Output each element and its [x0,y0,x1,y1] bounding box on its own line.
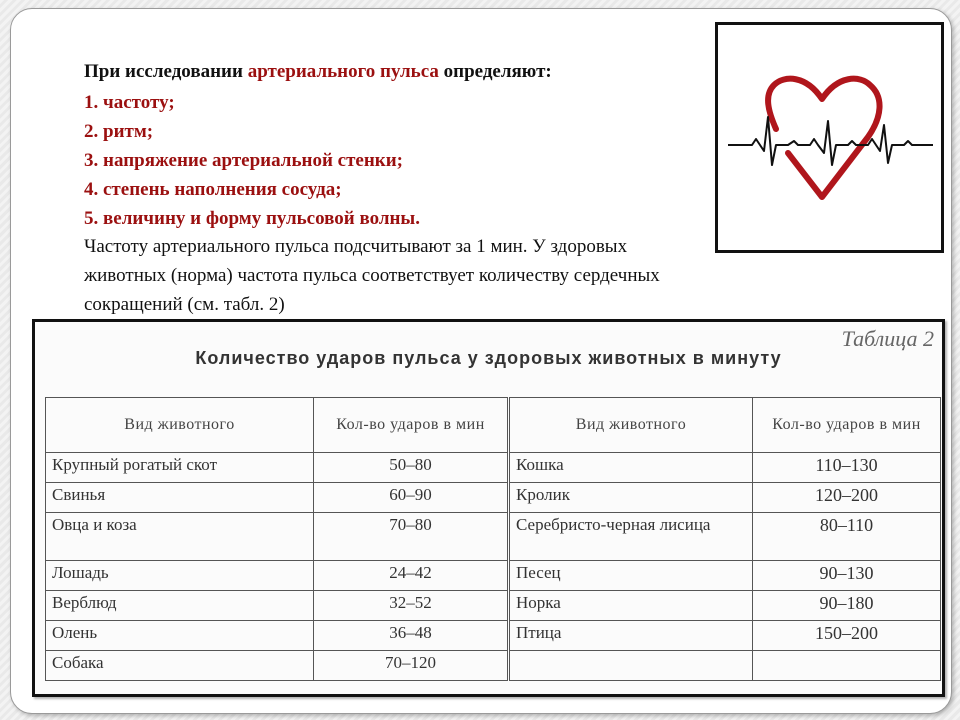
table-row [46,591,508,621]
animal-cell: Серебристо-черная лисица [510,513,753,561]
heart-image-frame [715,22,944,253]
animal-cell: Олень [46,621,314,651]
heading-highlight: артериального пульса [247,61,439,82]
table-row [510,621,941,651]
count-cell: 50–80 [314,453,508,483]
table-row [46,621,508,651]
heart-pulse-icon [718,25,941,250]
table-title: Количество ударов пульса у здоровых животных в минуту [195,348,782,368]
table-row [510,513,941,561]
list-item: 2. ритм; [84,121,154,142]
heading-prefix: При исследовании [84,61,248,82]
animal-cell: Свинья [46,483,314,513]
count-cell: 150–200 [753,621,941,651]
count-cell: 70–120 [314,651,508,681]
count-cell: 70–80 [314,513,508,561]
animal-cell [510,651,753,681]
table-row [46,651,508,681]
column-header-count: Кол-во ударов в мин [314,398,508,453]
animal-cell: Собака [46,651,314,681]
animal-cell: Крупный рогатый скот [46,453,314,483]
column-header-animal: Вид животного [510,398,753,453]
pulse-properties-list [84,88,420,233]
animal-cell: Песец [510,561,753,591]
count-cell [753,651,941,681]
list-item: 4. степень наполнения сосуда; [84,179,342,200]
count-cell: 32–52 [314,591,508,621]
count-cell: 90–180 [753,591,941,621]
count-cell: 60–90 [314,483,508,513]
table-row [510,591,941,621]
animal-cell: Норка [510,591,753,621]
count-cell: 80–110 [753,513,941,561]
table-row [46,513,508,561]
left-table [45,397,508,681]
table-header-row [46,398,508,453]
table-row [46,483,508,513]
animal-cell: Птица [510,621,753,651]
list-item: 5. величину и форму пульсовой волны. [84,208,421,229]
column-header-animal: Вид животного [46,398,314,453]
count-cell: 110–130 [753,453,941,483]
list-item: 3. напряжение артериальной стенки; [84,150,404,171]
heading [84,61,704,83]
count-cell: 120–200 [753,483,941,513]
right-table [509,397,941,681]
table-row [510,561,941,591]
table-row [46,453,508,483]
animal-cell: Кролик [510,483,753,513]
table-row [510,651,941,681]
table-row [510,483,941,513]
table-row [46,561,508,591]
column-header-count: Кол-во ударов в мин [753,398,941,453]
body-paragraph: Частоту артериального пульса подсчитывают за 1 мин. У здоровых животных (норма) частота пульса соответствует количеству сердечных сокращений (см. табл. 2) [84,236,660,315]
count-cell: 90–130 [753,561,941,591]
animal-cell: Лошадь [46,561,314,591]
animal-cell: Верблюд [46,591,314,621]
table-row [510,453,941,483]
animal-cell: Овца и коза [46,513,314,561]
table-header-row [510,398,941,453]
table-label: Таблица 2 [841,326,934,351]
heading-suffix: определяют: [438,61,552,82]
list-item: 1. частоту; [84,92,175,113]
count-cell: 36–48 [314,621,508,651]
count-cell: 24–42 [314,561,508,591]
animal-cell: Кошка [510,453,753,483]
pulse-table-frame [32,319,945,697]
